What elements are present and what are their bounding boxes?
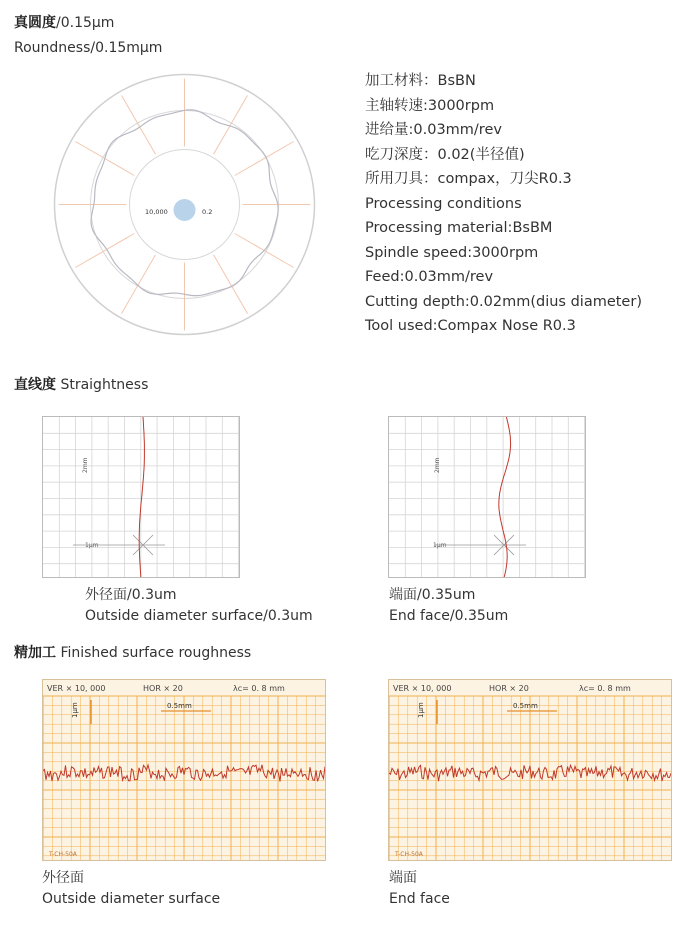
roundness-title-value: /0.15μm — [56, 15, 115, 31]
straightness-grid-svg — [43, 417, 239, 577]
straightness-trace — [139, 417, 144, 577]
h-scale-label: 1μm — [433, 542, 447, 549]
y-scale-label: 1μm — [71, 702, 79, 718]
ver-label: VER × 10, 000 — [47, 684, 106, 693]
straightness-heading-zh: 直线度 — [14, 377, 56, 393]
roughness-grid-svg — [43, 680, 325, 860]
x-scale-label: 0.5mm — [513, 702, 538, 710]
condition-line: Processing conditions — [365, 195, 522, 212]
finish-heading — [14, 644, 251, 662]
lc-label: λc= 0. 8 mm — [579, 684, 631, 693]
roughness-caption-zh: 外径面 — [42, 870, 84, 886]
roughness-chart-outside — [42, 679, 326, 861]
v-scale-label: 2mm — [434, 457, 441, 473]
roundness-title-zh: 真圆度 — [14, 15, 56, 31]
lc-label: λc= 0. 8 mm — [233, 684, 285, 693]
straightness-caption-zh: 端面/0.35um — [389, 587, 476, 603]
polar-magnification-label: 10,000 — [145, 208, 168, 216]
straightness-heading — [14, 376, 148, 394]
polar-center-dot — [174, 199, 196, 221]
roundness-polar-svg — [52, 72, 317, 337]
straightness-caption-en: End face/0.35um — [389, 608, 509, 624]
hor-label: HOR × 20 — [489, 684, 529, 693]
straightness-caption-zh: 外径面/0.3um — [85, 587, 177, 603]
polar-scale-label: 0.2 — [202, 208, 213, 216]
straightness-heading-en: Straightness — [60, 377, 149, 393]
roughness-grid-svg — [389, 680, 671, 860]
chart-footer: T-CH-50A — [49, 851, 77, 858]
straightness-chart-endface — [388, 416, 586, 578]
roundness-title-en: Roundness/0.15mμm — [14, 40, 163, 56]
h-scale-label: 1μm — [85, 542, 99, 549]
ver-label: VER × 10, 000 — [393, 684, 452, 693]
straightness-chart-outside — [42, 416, 240, 578]
condition-line: Processing material:BsBM — [365, 220, 553, 236]
condition-line: Cutting depth:0.02mm(dius diameter) — [365, 293, 642, 310]
roughness-caption-zh: 端面 — [389, 870, 417, 886]
roundness-chart — [52, 72, 317, 337]
roughness-caption-en: Outside diameter surface — [42, 891, 221, 907]
straightness-grid-svg — [389, 417, 585, 577]
roundness-title — [14, 14, 114, 32]
x-scale-label: 0.5mm — [167, 702, 192, 710]
chart-footer: T-CH-50A — [395, 851, 423, 858]
finish-heading-en: Finished surface roughness — [60, 645, 252, 661]
finish-heading-zh: 精加工 — [14, 645, 56, 661]
condition-line: Feed:0.03mm/rev — [365, 269, 494, 285]
condition-line: 吃刀深度：0.02(半径值) — [365, 146, 525, 163]
roughness-caption-en: End face — [389, 891, 450, 907]
condition-line: 主轴转速:3000rpm — [365, 97, 495, 114]
condition-line: Tool used:Compax Nose R0.3 — [365, 318, 576, 334]
condition-line: 进给量:0.03mm/rev — [365, 122, 502, 138]
v-scale-label: 2mm — [82, 457, 89, 473]
y-scale-label: 1μm — [417, 702, 425, 718]
condition-line: 所用刀具：compax，刀尖R0.3 — [365, 171, 572, 187]
hor-label: HOR × 20 — [143, 684, 183, 693]
processing-conditions — [365, 69, 642, 339]
straightness-trace — [499, 417, 511, 577]
condition-line: Spindle speed:3000rpm — [365, 244, 539, 261]
roughness-chart-endface — [388, 679, 672, 861]
straightness-caption-en: Outside diameter surface/0.3um — [85, 608, 313, 624]
condition-line: 加工材料：BsBN — [365, 73, 476, 89]
